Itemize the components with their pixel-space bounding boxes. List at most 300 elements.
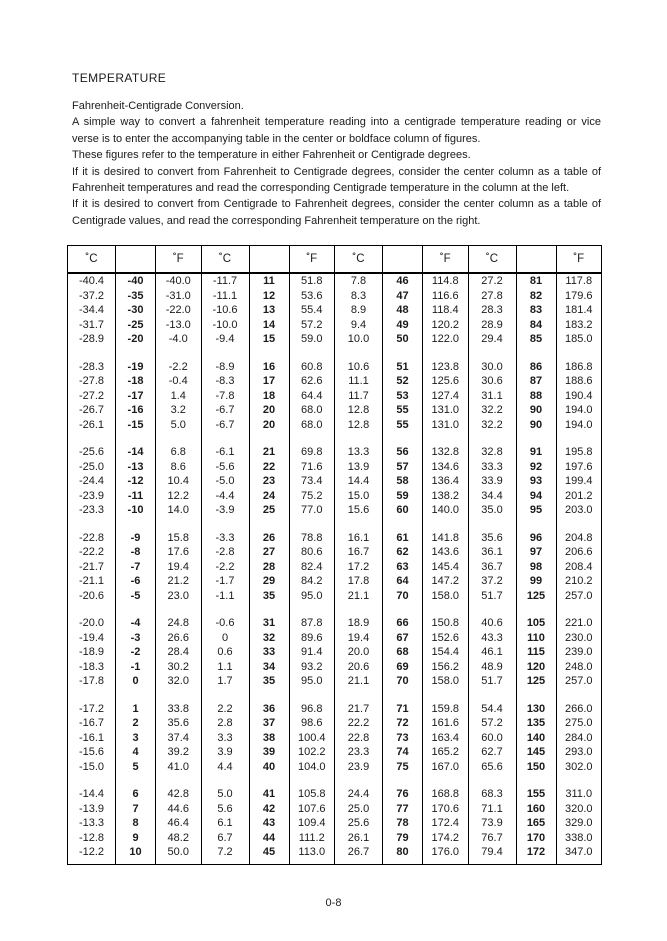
- table-cell: -31.0: [156, 289, 202, 304]
- table-cell: 293.0: [556, 745, 602, 760]
- table-cell: 78.8: [289, 531, 335, 546]
- table-cell: 59.0: [289, 332, 335, 347]
- table-cell: 60: [383, 503, 423, 518]
- table-cell: -12.2: [68, 845, 116, 860]
- table-cell: 16.7: [335, 545, 383, 560]
- table-cell: -4: [116, 616, 156, 631]
- table-row: [68, 845, 602, 860]
- table-cell: 12.8: [335, 403, 383, 418]
- table-cell: 186.8: [556, 360, 602, 375]
- table-cell: 5.0: [156, 418, 202, 433]
- table-cell: 14.0: [156, 503, 202, 518]
- table-row: [68, 360, 602, 375]
- table-cell: -20.0: [68, 616, 116, 631]
- table-cell: 42.8: [156, 787, 202, 802]
- group-spacer-row: [68, 603, 602, 616]
- table-cell: 68: [383, 645, 423, 660]
- table-cell: -40.4: [68, 273, 116, 289]
- table-row: [68, 574, 602, 589]
- table-cell: -16.1: [68, 731, 116, 746]
- table-cell: 188.6: [556, 374, 602, 389]
- table-row: [68, 545, 602, 560]
- table-cell: 80.6: [289, 545, 335, 560]
- table-row: [68, 445, 602, 460]
- table-cell: 28.4: [156, 645, 202, 660]
- spacer-cell: [249, 518, 289, 531]
- spacer-cell: [468, 689, 516, 702]
- spacer-cell: [289, 603, 335, 616]
- table-cell: 170: [516, 831, 556, 846]
- table-cell: 86: [516, 360, 556, 375]
- table-cell: 239.0: [556, 645, 602, 660]
- table-cell: 22: [249, 460, 289, 475]
- table-cell: 338.0: [556, 831, 602, 846]
- table-cell: 71: [383, 702, 423, 717]
- table-cell: 73.4: [289, 474, 335, 489]
- table-cell: 29.4: [468, 332, 516, 347]
- table-cell: 329.0: [556, 816, 602, 831]
- table-cell: -35: [116, 289, 156, 304]
- table-cell: 99: [516, 574, 556, 589]
- table-cell: 92: [516, 460, 556, 475]
- table-cell: 135: [516, 716, 556, 731]
- table-cell: 104.0: [289, 760, 335, 775]
- table-cell: 28.9: [468, 318, 516, 333]
- table-cell: 17: [249, 374, 289, 389]
- spacer-cell: [516, 689, 556, 702]
- table-cell: 203.0: [556, 503, 602, 518]
- table-cell: 19.4: [335, 631, 383, 646]
- table-row: [68, 474, 602, 489]
- table-cell: 33.9: [468, 474, 516, 489]
- table-cell: -1.1: [201, 589, 249, 604]
- table-cell: 199.4: [556, 474, 602, 489]
- table-row: [68, 303, 602, 318]
- table-cell: -28.3: [68, 360, 116, 375]
- table-cell: 140: [516, 731, 556, 746]
- spacer-cell: [383, 518, 423, 531]
- table-cell: 102.2: [289, 745, 335, 760]
- table-cell: 25: [249, 503, 289, 518]
- table-cell: 28.3: [468, 303, 516, 318]
- table-cell: 131.0: [423, 403, 469, 418]
- table-cell: -13: [116, 460, 156, 475]
- table-cell: 120.2: [423, 318, 469, 333]
- table-cell: 257.0: [556, 674, 602, 689]
- spacer-cell: [68, 774, 116, 787]
- table-cell: 15.0: [335, 489, 383, 504]
- table-cell: 11.1: [335, 374, 383, 389]
- table-cell: -18: [116, 374, 156, 389]
- table-cell: 57: [383, 460, 423, 475]
- table-cell: 27.8: [468, 289, 516, 304]
- table-cell: -14.4: [68, 787, 116, 802]
- spacer-cell: [468, 347, 516, 360]
- table-cell: 57.2: [468, 716, 516, 731]
- table-cell: -13.0: [156, 318, 202, 333]
- table-cell: 23.9: [335, 760, 383, 775]
- table-cell: -11: [116, 489, 156, 504]
- table-cell: 13: [249, 303, 289, 318]
- column-header: [116, 246, 156, 274]
- table-cell: 5.6: [201, 802, 249, 817]
- table-cell: 10.4: [156, 474, 202, 489]
- column-header: [249, 246, 289, 274]
- table-cell: 111.2: [289, 831, 335, 846]
- spacer-cell: [516, 603, 556, 616]
- table-cell: 29: [249, 574, 289, 589]
- table-row: [68, 374, 602, 389]
- table-cell: 116.6: [423, 289, 469, 304]
- spacer-cell: [201, 518, 249, 531]
- table-cell: 170.6: [423, 802, 469, 817]
- table-cell: 48.9: [468, 660, 516, 675]
- table-cell: 58: [383, 474, 423, 489]
- table-cell: -8.3: [201, 374, 249, 389]
- table-cell: 36: [249, 702, 289, 717]
- spacer-cell: [335, 603, 383, 616]
- table-cell: 17.6: [156, 545, 202, 560]
- spacer-cell: [289, 860, 335, 865]
- table-row: [68, 745, 602, 760]
- table-cell: 68.3: [468, 787, 516, 802]
- table-row: [68, 389, 602, 404]
- table-cell: 57.2: [289, 318, 335, 333]
- table-cell: 25.6: [335, 816, 383, 831]
- table-cell: 43.3: [468, 631, 516, 646]
- table-cell: 5.0: [201, 787, 249, 802]
- table-cell: 51: [383, 360, 423, 375]
- table-cell: 8.9: [335, 303, 383, 318]
- table-cell: 208.4: [556, 560, 602, 575]
- spacer-cell: [383, 432, 423, 445]
- table-cell: 35.0: [468, 503, 516, 518]
- table-cell: 90: [516, 403, 556, 418]
- group-spacer-row: [68, 774, 602, 787]
- table-cell: 41: [249, 787, 289, 802]
- table-cell: -21.1: [68, 574, 116, 589]
- spacer-cell: [468, 860, 516, 865]
- table-cell: 138.2: [423, 489, 469, 504]
- table-row: [68, 816, 602, 831]
- spacer-cell: [423, 774, 469, 787]
- spacer-cell: [516, 518, 556, 531]
- table-cell: 59: [383, 489, 423, 504]
- table-cell: 82: [516, 289, 556, 304]
- table-cell: -3: [116, 631, 156, 646]
- table-cell: 110: [516, 631, 556, 646]
- intro-paragraph: If it is desired to convert from Centigrade to Fahrenheit degrees, consider the center column as a table of Centigrade values, and read the corresponding Fahrenheit temperature on the right.: [72, 198, 601, 227]
- spacer-cell: [423, 603, 469, 616]
- table-cell: 9.4: [335, 318, 383, 333]
- table-cell: -27.8: [68, 374, 116, 389]
- spacer-cell: [201, 432, 249, 445]
- table-row: [68, 332, 602, 347]
- spacer-cell: [423, 432, 469, 445]
- table-cell: 81: [516, 273, 556, 289]
- table-body: [68, 273, 602, 864]
- table-cell: -13.3: [68, 816, 116, 831]
- table-cell: -2.8: [201, 545, 249, 560]
- table-cell: 97: [516, 545, 556, 560]
- table-cell: 62.6: [289, 374, 335, 389]
- table-cell: 46.1: [468, 645, 516, 660]
- table-cell: 25.0: [335, 802, 383, 817]
- table-cell: 1.7: [201, 674, 249, 689]
- table-cell: 206.6: [556, 545, 602, 560]
- table-cell: 32.0: [156, 674, 202, 689]
- table-cell: -5: [116, 589, 156, 604]
- table-cell: -4.0: [156, 332, 202, 347]
- table-cell: 18.9: [335, 616, 383, 631]
- table-cell: 190.4: [556, 389, 602, 404]
- table-cell: 122.0: [423, 332, 469, 347]
- table-cell: 21.7: [335, 702, 383, 717]
- spacer-cell: [116, 347, 156, 360]
- table-cell: 32.2: [468, 403, 516, 418]
- table-cell: 105.8: [289, 787, 335, 802]
- table-cell: 172: [516, 845, 556, 860]
- table-row: [68, 460, 602, 475]
- table-cell: -16.7: [68, 716, 116, 731]
- intro-paragraph: If it is desired to convert from Fahrenheit to Centigrade degrees, consider the center column as a table of Fahrenheit temperatures and read the corresponding Centigrade temperature in the column at the left.: [72, 165, 601, 195]
- table-cell: -11.1: [201, 289, 249, 304]
- intro-paragraph: Fahrenheit-Centigrade Conversion.: [72, 100, 244, 112]
- spacer-cell: [516, 774, 556, 787]
- table-cell: 140.0: [423, 503, 469, 518]
- table-cell: 95: [516, 503, 556, 518]
- table-cell: 160: [516, 802, 556, 817]
- table-cell: 347.0: [556, 845, 602, 860]
- table-cell: 77.0: [289, 503, 335, 518]
- table-cell: 7.8: [335, 273, 383, 289]
- table-cell: 44: [249, 831, 289, 846]
- table-cell: 15.8: [156, 531, 202, 546]
- table-cell: 62.7: [468, 745, 516, 760]
- spacer-cell: [556, 774, 602, 787]
- table-cell: 141.8: [423, 531, 469, 546]
- table-cell: 143.6: [423, 545, 469, 560]
- table-cell: 82.4: [289, 560, 335, 575]
- spacer-cell: [423, 347, 469, 360]
- table-cell: 94: [516, 489, 556, 504]
- table-cell: -26.1: [68, 418, 116, 433]
- table-cell: 73: [383, 731, 423, 746]
- table-cell: 98: [516, 560, 556, 575]
- table-cell: 127.4: [423, 389, 469, 404]
- table-cell: 53: [383, 389, 423, 404]
- table-cell: 201.2: [556, 489, 602, 504]
- table-cell: 13.9: [335, 460, 383, 475]
- table-cell: 165: [516, 816, 556, 831]
- table-cell: 10: [116, 845, 156, 860]
- table-row: [68, 418, 602, 433]
- table-cell: 62: [383, 545, 423, 560]
- table-cell: 1.1: [201, 660, 249, 675]
- table-cell: 6.7: [201, 831, 249, 846]
- table-cell: 64: [383, 574, 423, 589]
- table-header-row: [68, 246, 602, 274]
- table-cell: 30.6: [468, 374, 516, 389]
- table-cell: 5: [116, 760, 156, 775]
- table-cell: 55: [383, 403, 423, 418]
- table-cell: 185.0: [556, 332, 602, 347]
- table-cell: -4.4: [201, 489, 249, 504]
- table-cell: -0.6: [201, 616, 249, 631]
- table-cell: 85: [516, 332, 556, 347]
- table-cell: -23.3: [68, 503, 116, 518]
- spacer-cell: [156, 860, 202, 865]
- spacer-cell: [156, 432, 202, 445]
- table-row: [68, 731, 602, 746]
- table-cell: 125: [516, 674, 556, 689]
- table-cell: 68.0: [289, 418, 335, 433]
- table-cell: 7: [116, 802, 156, 817]
- table-cell: 64.4: [289, 389, 335, 404]
- table-cell: 147.2: [423, 574, 469, 589]
- table-row: [68, 674, 602, 689]
- table-cell: 47: [383, 289, 423, 304]
- table-cell: 32.8: [468, 445, 516, 460]
- table-cell: 30.2: [156, 660, 202, 675]
- table-cell: 51.7: [468, 674, 516, 689]
- table-cell: 95.0: [289, 674, 335, 689]
- table-cell: -22.2: [68, 545, 116, 560]
- table-cell: 131.0: [423, 418, 469, 433]
- table-cell: 9: [116, 831, 156, 846]
- table-cell: 55: [383, 418, 423, 433]
- table-cell: 109.4: [289, 816, 335, 831]
- table-row: [68, 503, 602, 518]
- spacer-cell: [556, 518, 602, 531]
- table-cell: 22.2: [335, 716, 383, 731]
- spacer-cell: [423, 860, 469, 865]
- column-header: ˚C: [68, 246, 116, 274]
- table-cell: 105: [516, 616, 556, 631]
- page-title: TEMPERATURE: [72, 71, 167, 85]
- table-cell: -3.3: [201, 531, 249, 546]
- table-cell: 24: [249, 489, 289, 504]
- table-cell: 96.8: [289, 702, 335, 717]
- table-cell: 23: [249, 474, 289, 489]
- table-cell: 132.8: [423, 445, 469, 460]
- table-cell: 204.8: [556, 531, 602, 546]
- table-cell: -14: [116, 445, 156, 460]
- table-cell: -10: [116, 503, 156, 518]
- table-row: [68, 403, 602, 418]
- table-cell: 60.0: [468, 731, 516, 746]
- table-cell: 197.6: [556, 460, 602, 475]
- table-cell: 174.2: [423, 831, 469, 846]
- table-cell: 113.0: [289, 845, 335, 860]
- table-cell: -28.9: [68, 332, 116, 347]
- table-cell: 17.8: [335, 574, 383, 589]
- table-cell: 69: [383, 660, 423, 675]
- table-cell: -1.7: [201, 574, 249, 589]
- table-cell: -11.7: [201, 273, 249, 289]
- table-cell: 31.1: [468, 389, 516, 404]
- table-cell: 248.0: [556, 660, 602, 675]
- spacer-cell: [249, 689, 289, 702]
- table-row: [68, 531, 602, 546]
- table-cell: -10.0: [201, 318, 249, 333]
- table-cell: 80: [383, 845, 423, 860]
- spacer-cell: [468, 603, 516, 616]
- table-cell: 69.8: [289, 445, 335, 460]
- spacer-cell: [516, 432, 556, 445]
- table-cell: 40: [249, 760, 289, 775]
- table-cell: 1: [116, 702, 156, 717]
- table-cell: 32: [249, 631, 289, 646]
- table-cell: 36.1: [468, 545, 516, 560]
- table-cell: 68.0: [289, 403, 335, 418]
- group-spacer-row: [68, 518, 602, 531]
- table-cell: 275.0: [556, 716, 602, 731]
- table-cell: 311.0: [556, 787, 602, 802]
- table-row: [68, 616, 602, 631]
- table-cell: 136.4: [423, 474, 469, 489]
- spacer-cell: [201, 689, 249, 702]
- table-cell: 73.9: [468, 816, 516, 831]
- table-cell: 302.0: [556, 760, 602, 775]
- table-cell: 115: [516, 645, 556, 660]
- table-cell: 26.7: [335, 845, 383, 860]
- table-cell: 84.2: [289, 574, 335, 589]
- table-cell: 183.2: [556, 318, 602, 333]
- column-header: ˚F: [156, 246, 202, 274]
- table-row: [68, 802, 602, 817]
- table-cell: -7: [116, 560, 156, 575]
- table-cell: 195.8: [556, 445, 602, 460]
- table-cell: 21.1: [335, 674, 383, 689]
- table-cell: 37: [249, 716, 289, 731]
- table-row: [68, 589, 602, 604]
- table-cell: 93: [516, 474, 556, 489]
- spacer-cell: [383, 860, 423, 865]
- spacer-cell: [156, 347, 202, 360]
- spacer-cell: [423, 518, 469, 531]
- table-cell: 36.7: [468, 560, 516, 575]
- spacer-cell: [156, 603, 202, 616]
- table-cell: 19.4: [156, 560, 202, 575]
- spacer-cell: [68, 689, 116, 702]
- table-cell: 165.2: [423, 745, 469, 760]
- table-cell: 38: [249, 731, 289, 746]
- table-cell: -6.7: [201, 418, 249, 433]
- table-cell: -37.2: [68, 289, 116, 304]
- table-row: [68, 760, 602, 775]
- table-cell: 27: [249, 545, 289, 560]
- spacer-cell: [116, 603, 156, 616]
- spacer-cell: [201, 774, 249, 787]
- table-cell: 15.6: [335, 503, 383, 518]
- table-cell: 156.2: [423, 660, 469, 675]
- table-cell: -19: [116, 360, 156, 375]
- table-cell: 79.4: [468, 845, 516, 860]
- spacer-cell: [68, 432, 116, 445]
- table-cell: 77: [383, 802, 423, 817]
- table-cell: -8.9: [201, 360, 249, 375]
- table-cell: -18.9: [68, 645, 116, 660]
- table-cell: 33.8: [156, 702, 202, 717]
- table-cell: 125: [516, 589, 556, 604]
- table-cell: 10.6: [335, 360, 383, 375]
- table-cell: 48: [383, 303, 423, 318]
- table-cell: 78: [383, 816, 423, 831]
- table-cell: 107.6: [289, 802, 335, 817]
- table-cell: 45: [249, 845, 289, 860]
- spacer-cell: [201, 347, 249, 360]
